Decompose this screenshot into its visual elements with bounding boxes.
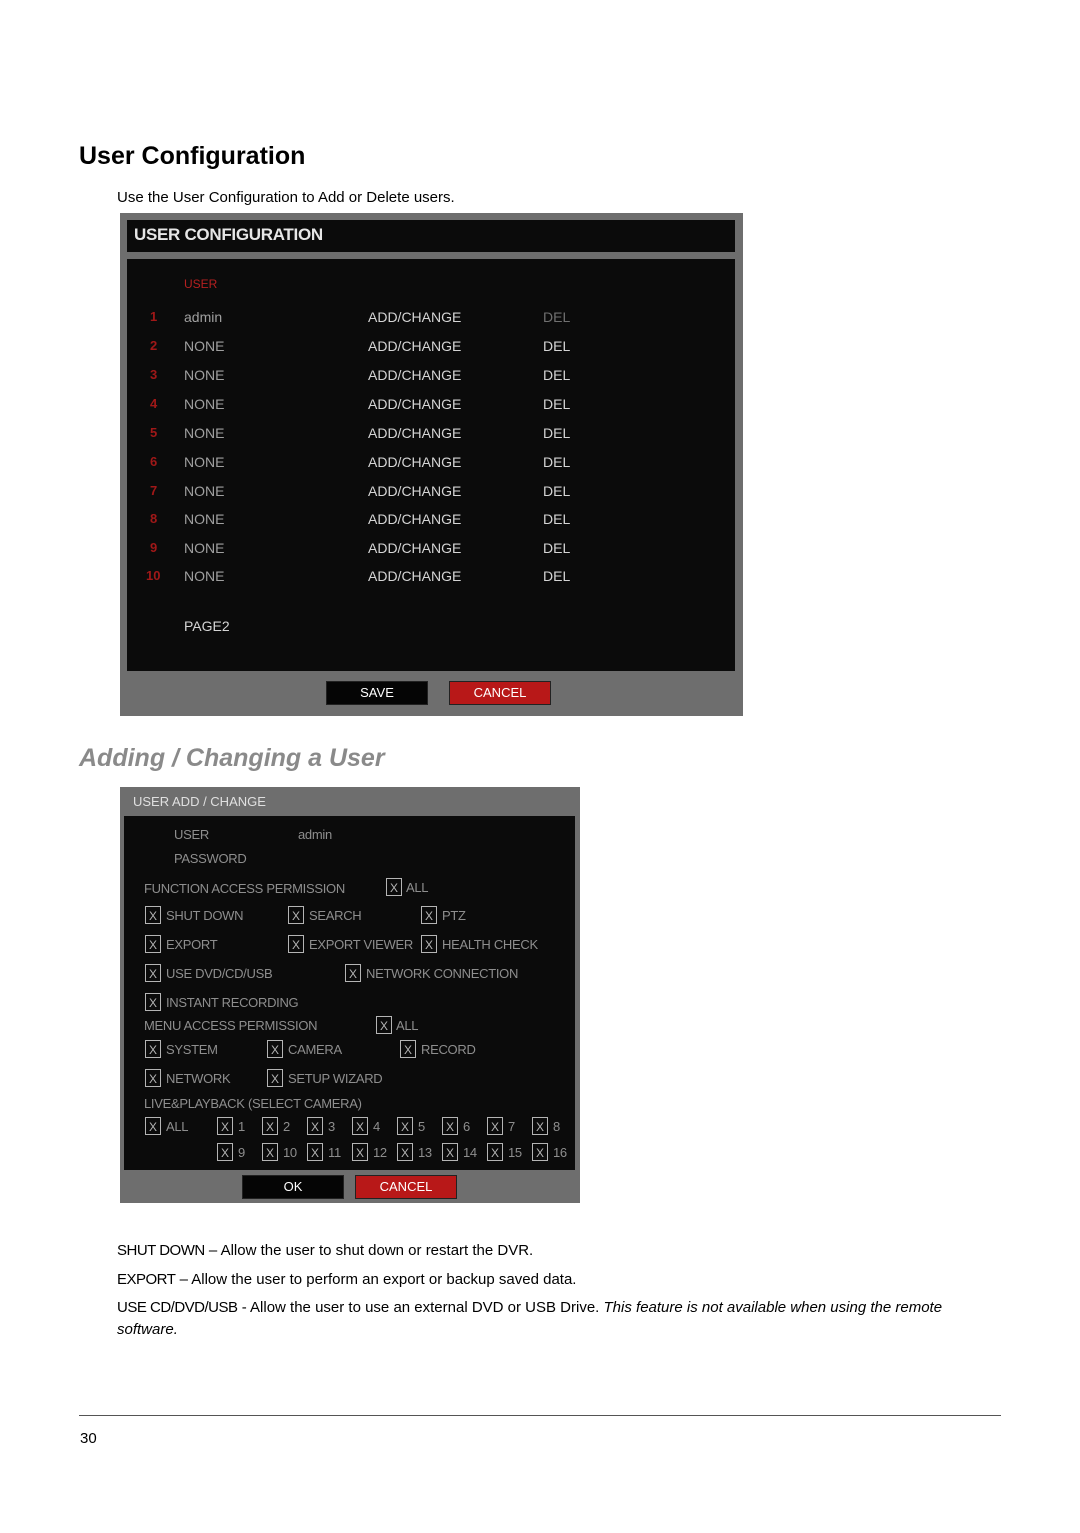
- section-title-adding-user: Adding / Changing a User: [79, 744, 385, 772]
- export-description: [117, 1269, 997, 1291]
- add-change-button[interactable]: ADD/CHANGE: [368, 309, 462, 325]
- camera-8-label: 8: [553, 1119, 560, 1134]
- camera-8-checkbox[interactable]: X: [532, 1117, 548, 1135]
- record-checkbox[interactable]: X: [400, 1040, 416, 1058]
- system-checkbox[interactable]: X: [145, 1040, 161, 1058]
- camera-7-label: 7: [508, 1119, 515, 1134]
- export-term: EXPORT: [117, 1271, 176, 1288]
- add-change-button[interactable]: ADD/CHANGE: [368, 568, 462, 584]
- setup-wizard-checkbox[interactable]: X: [267, 1069, 283, 1087]
- system-label: SYSTEM: [166, 1042, 218, 1057]
- footer-rule: [79, 1415, 1001, 1416]
- camera-13-checkbox[interactable]: X: [397, 1143, 413, 1161]
- shut-down-checkbox[interactable]: X: [145, 906, 161, 924]
- user-row-number: 8: [150, 511, 158, 526]
- delete-button[interactable]: DEL: [543, 540, 571, 556]
- user-row-number: 1: [150, 309, 158, 324]
- camera-5-label: 5: [418, 1119, 425, 1134]
- cancel-button[interactable]: CANCEL: [355, 1175, 457, 1199]
- camera-12-label: 12: [373, 1145, 387, 1160]
- camera-11-label: 11: [328, 1145, 341, 1160]
- camera-14-checkbox[interactable]: X: [442, 1143, 458, 1161]
- search-checkbox[interactable]: X: [288, 906, 304, 924]
- user-configuration-titlebar: [127, 220, 735, 252]
- camera-6-label: 6: [463, 1119, 470, 1134]
- user-row-name: NONE: [184, 454, 225, 470]
- camera-checkbox[interactable]: X: [267, 1040, 283, 1058]
- search-label: SEARCH: [309, 908, 362, 923]
- use-dvd-checkbox[interactable]: X: [145, 964, 161, 982]
- shut-down-text: – Allow the user to shut down or restart the DVR.: [204, 1242, 534, 1259]
- function-all-checkbox[interactable]: X: [386, 878, 402, 896]
- export-viewer-label: EXPORT VIEWER: [309, 937, 413, 952]
- user-value[interactable]: admin: [298, 827, 332, 842]
- delete-button[interactable]: DEL: [543, 396, 571, 412]
- user-add-change-screenshot: [120, 787, 580, 1203]
- usb-description: [117, 1297, 997, 1341]
- user-row-number: 2: [150, 338, 158, 353]
- camera-12-checkbox[interactable]: X: [352, 1143, 368, 1161]
- user-row-number: 3: [150, 367, 158, 382]
- add-change-button[interactable]: ADD/CHANGE: [368, 511, 462, 527]
- user-row-number: 5: [150, 425, 158, 440]
- camera-all-label: ALL: [166, 1119, 189, 1134]
- user-row-number: 10: [146, 568, 161, 583]
- shut-down-label: SHUT DOWN: [166, 908, 244, 923]
- usb-term: USE CD/DVD/USB: [117, 1299, 238, 1316]
- usb-text: - Allow the user to use an external DVD or USB Drive.: [237, 1299, 604, 1316]
- ptz-checkbox[interactable]: X: [421, 906, 437, 924]
- camera-4-label: 4: [373, 1119, 380, 1134]
- export-label: EXPORT: [166, 937, 218, 952]
- delete-button[interactable]: DEL: [543, 338, 571, 354]
- export-text: – Allow the user to perform an export or backup saved data.: [175, 1271, 577, 1288]
- camera-11-checkbox[interactable]: X: [307, 1143, 323, 1161]
- shut-down-term: SHUT DOWN: [117, 1242, 205, 1259]
- instant-recording-checkbox[interactable]: X: [145, 993, 161, 1011]
- user-configuration-title: USER CONFIGURATION: [134, 225, 323, 244]
- delete-button[interactable]: DEL: [543, 425, 571, 441]
- save-button[interactable]: SAVE: [326, 681, 428, 705]
- page2-link[interactable]: PAGE2: [184, 618, 230, 634]
- camera-10-checkbox[interactable]: X: [262, 1143, 278, 1161]
- camera-16-label: 16: [553, 1145, 567, 1160]
- use-dvd-label: USE DVD/CD/USB: [166, 966, 273, 981]
- camera-7-checkbox[interactable]: X: [487, 1117, 503, 1135]
- camera-2-label: 2: [283, 1119, 290, 1134]
- user-row-name: NONE: [184, 367, 225, 383]
- network-connection-checkbox[interactable]: X: [345, 964, 361, 982]
- health-check-label: HEALTH CHECK: [442, 937, 538, 952]
- ptz-label: PTZ: [442, 908, 466, 923]
- camera-15-checkbox[interactable]: X: [487, 1143, 503, 1161]
- user-row-name: NONE: [184, 425, 225, 441]
- live-playback-header: LIVE&PLAYBACK (SELECT CAMERA): [144, 1096, 362, 1111]
- function-access-header: FUNCTION ACCESS PERMISSION: [144, 881, 345, 896]
- password-label: PASSWORD: [174, 851, 247, 866]
- ok-button[interactable]: OK: [242, 1175, 344, 1199]
- add-change-button[interactable]: ADD/CHANGE: [368, 425, 462, 441]
- camera-all-checkbox[interactable]: X: [145, 1117, 161, 1135]
- export-viewer-checkbox[interactable]: X: [288, 935, 304, 953]
- user-row-number: 4: [150, 396, 158, 411]
- user-row-name: NONE: [184, 338, 225, 354]
- user-row-name: NONE: [184, 483, 225, 499]
- user-row-name: NONE: [184, 540, 225, 556]
- record-label: RECORD: [421, 1042, 476, 1057]
- camera-15-label: 15: [508, 1145, 522, 1160]
- camera-5-checkbox[interactable]: X: [397, 1117, 413, 1135]
- camera-1-label: 1: [238, 1119, 245, 1134]
- instant-recording-label: INSTANT RECORDING: [166, 995, 299, 1010]
- add-change-button[interactable]: ADD/CHANGE: [368, 454, 462, 470]
- delete-button[interactable]: DEL: [543, 568, 571, 584]
- user-label: USER: [174, 827, 209, 842]
- user-column-header: USER: [184, 277, 218, 291]
- add-change-button[interactable]: ADD/CHANGE: [368, 367, 462, 383]
- user-row-number: 9: [150, 540, 158, 555]
- camera-13-label: 13: [418, 1145, 432, 1160]
- camera-16-checkbox[interactable]: X: [532, 1143, 548, 1161]
- intro-text: Use the User Configuration to Add or Delete users.: [117, 189, 455, 206]
- user-list-panel: [127, 259, 735, 671]
- user-configuration-screenshot: [120, 213, 743, 716]
- user-row-name: NONE: [184, 511, 225, 527]
- cancel-button[interactable]: CANCEL: [449, 681, 551, 705]
- usb-note: This feature is not available when using the remote software.: [117, 1299, 943, 1338]
- delete-button[interactable]: DEL: [543, 454, 571, 470]
- network-label: NETWORK: [166, 1071, 231, 1086]
- user-row-name: NONE: [184, 568, 225, 584]
- camera-3-label: 3: [328, 1119, 335, 1134]
- network-connection-label: NETWORK CONNECTION: [366, 966, 519, 981]
- export-checkbox[interactable]: X: [145, 935, 161, 953]
- add-change-button[interactable]: ADD/CHANGE: [368, 396, 462, 412]
- add-change-button[interactable]: ADD/CHANGE: [368, 483, 462, 499]
- camera-14-label: 14: [463, 1145, 477, 1160]
- camera-3-checkbox[interactable]: X: [307, 1117, 323, 1135]
- camera-label: CAMERA: [288, 1042, 342, 1057]
- user-row-number: 7: [150, 483, 158, 498]
- delete-button[interactable]: DEL: [543, 511, 571, 527]
- user-row-name: NONE: [184, 396, 225, 412]
- camera-4-checkbox[interactable]: X: [352, 1117, 368, 1135]
- menu-all-label: ALL: [396, 1018, 419, 1033]
- page-number: 30: [80, 1430, 97, 1447]
- camera-6-checkbox[interactable]: X: [442, 1117, 458, 1135]
- page-title: User Configuration: [79, 142, 306, 170]
- setup-wizard-label: SETUP WIZARD: [288, 1071, 383, 1086]
- add-change-button[interactable]: ADD/CHANGE: [368, 338, 462, 354]
- delete-button[interactable]: DEL: [543, 367, 571, 383]
- network-checkbox[interactable]: X: [145, 1069, 161, 1087]
- add-change-button[interactable]: ADD/CHANGE: [368, 540, 462, 556]
- delete-button[interactable]: DEL: [543, 309, 571, 325]
- camera-2-checkbox[interactable]: X: [262, 1117, 278, 1135]
- delete-button[interactable]: DEL: [543, 483, 571, 499]
- camera-10-label: 10: [283, 1145, 297, 1160]
- user-add-change-title: USER ADD / CHANGE: [133, 794, 266, 809]
- user-row-number: 6: [150, 454, 158, 469]
- shut-down-description: [117, 1240, 997, 1262]
- menu-all-checkbox[interactable]: X: [376, 1016, 392, 1034]
- camera-9-checkbox[interactable]: X: [217, 1143, 233, 1161]
- health-check-checkbox[interactable]: X: [421, 935, 437, 953]
- user-add-change-panel: [124, 816, 575, 1170]
- menu-access-header: MENU ACCESS PERMISSION: [144, 1018, 318, 1033]
- camera-9-label: 9: [238, 1145, 245, 1160]
- function-all-label: ALL: [406, 880, 429, 895]
- camera-1-checkbox[interactable]: X: [217, 1117, 233, 1135]
- user-row-name: admin: [184, 309, 223, 325]
